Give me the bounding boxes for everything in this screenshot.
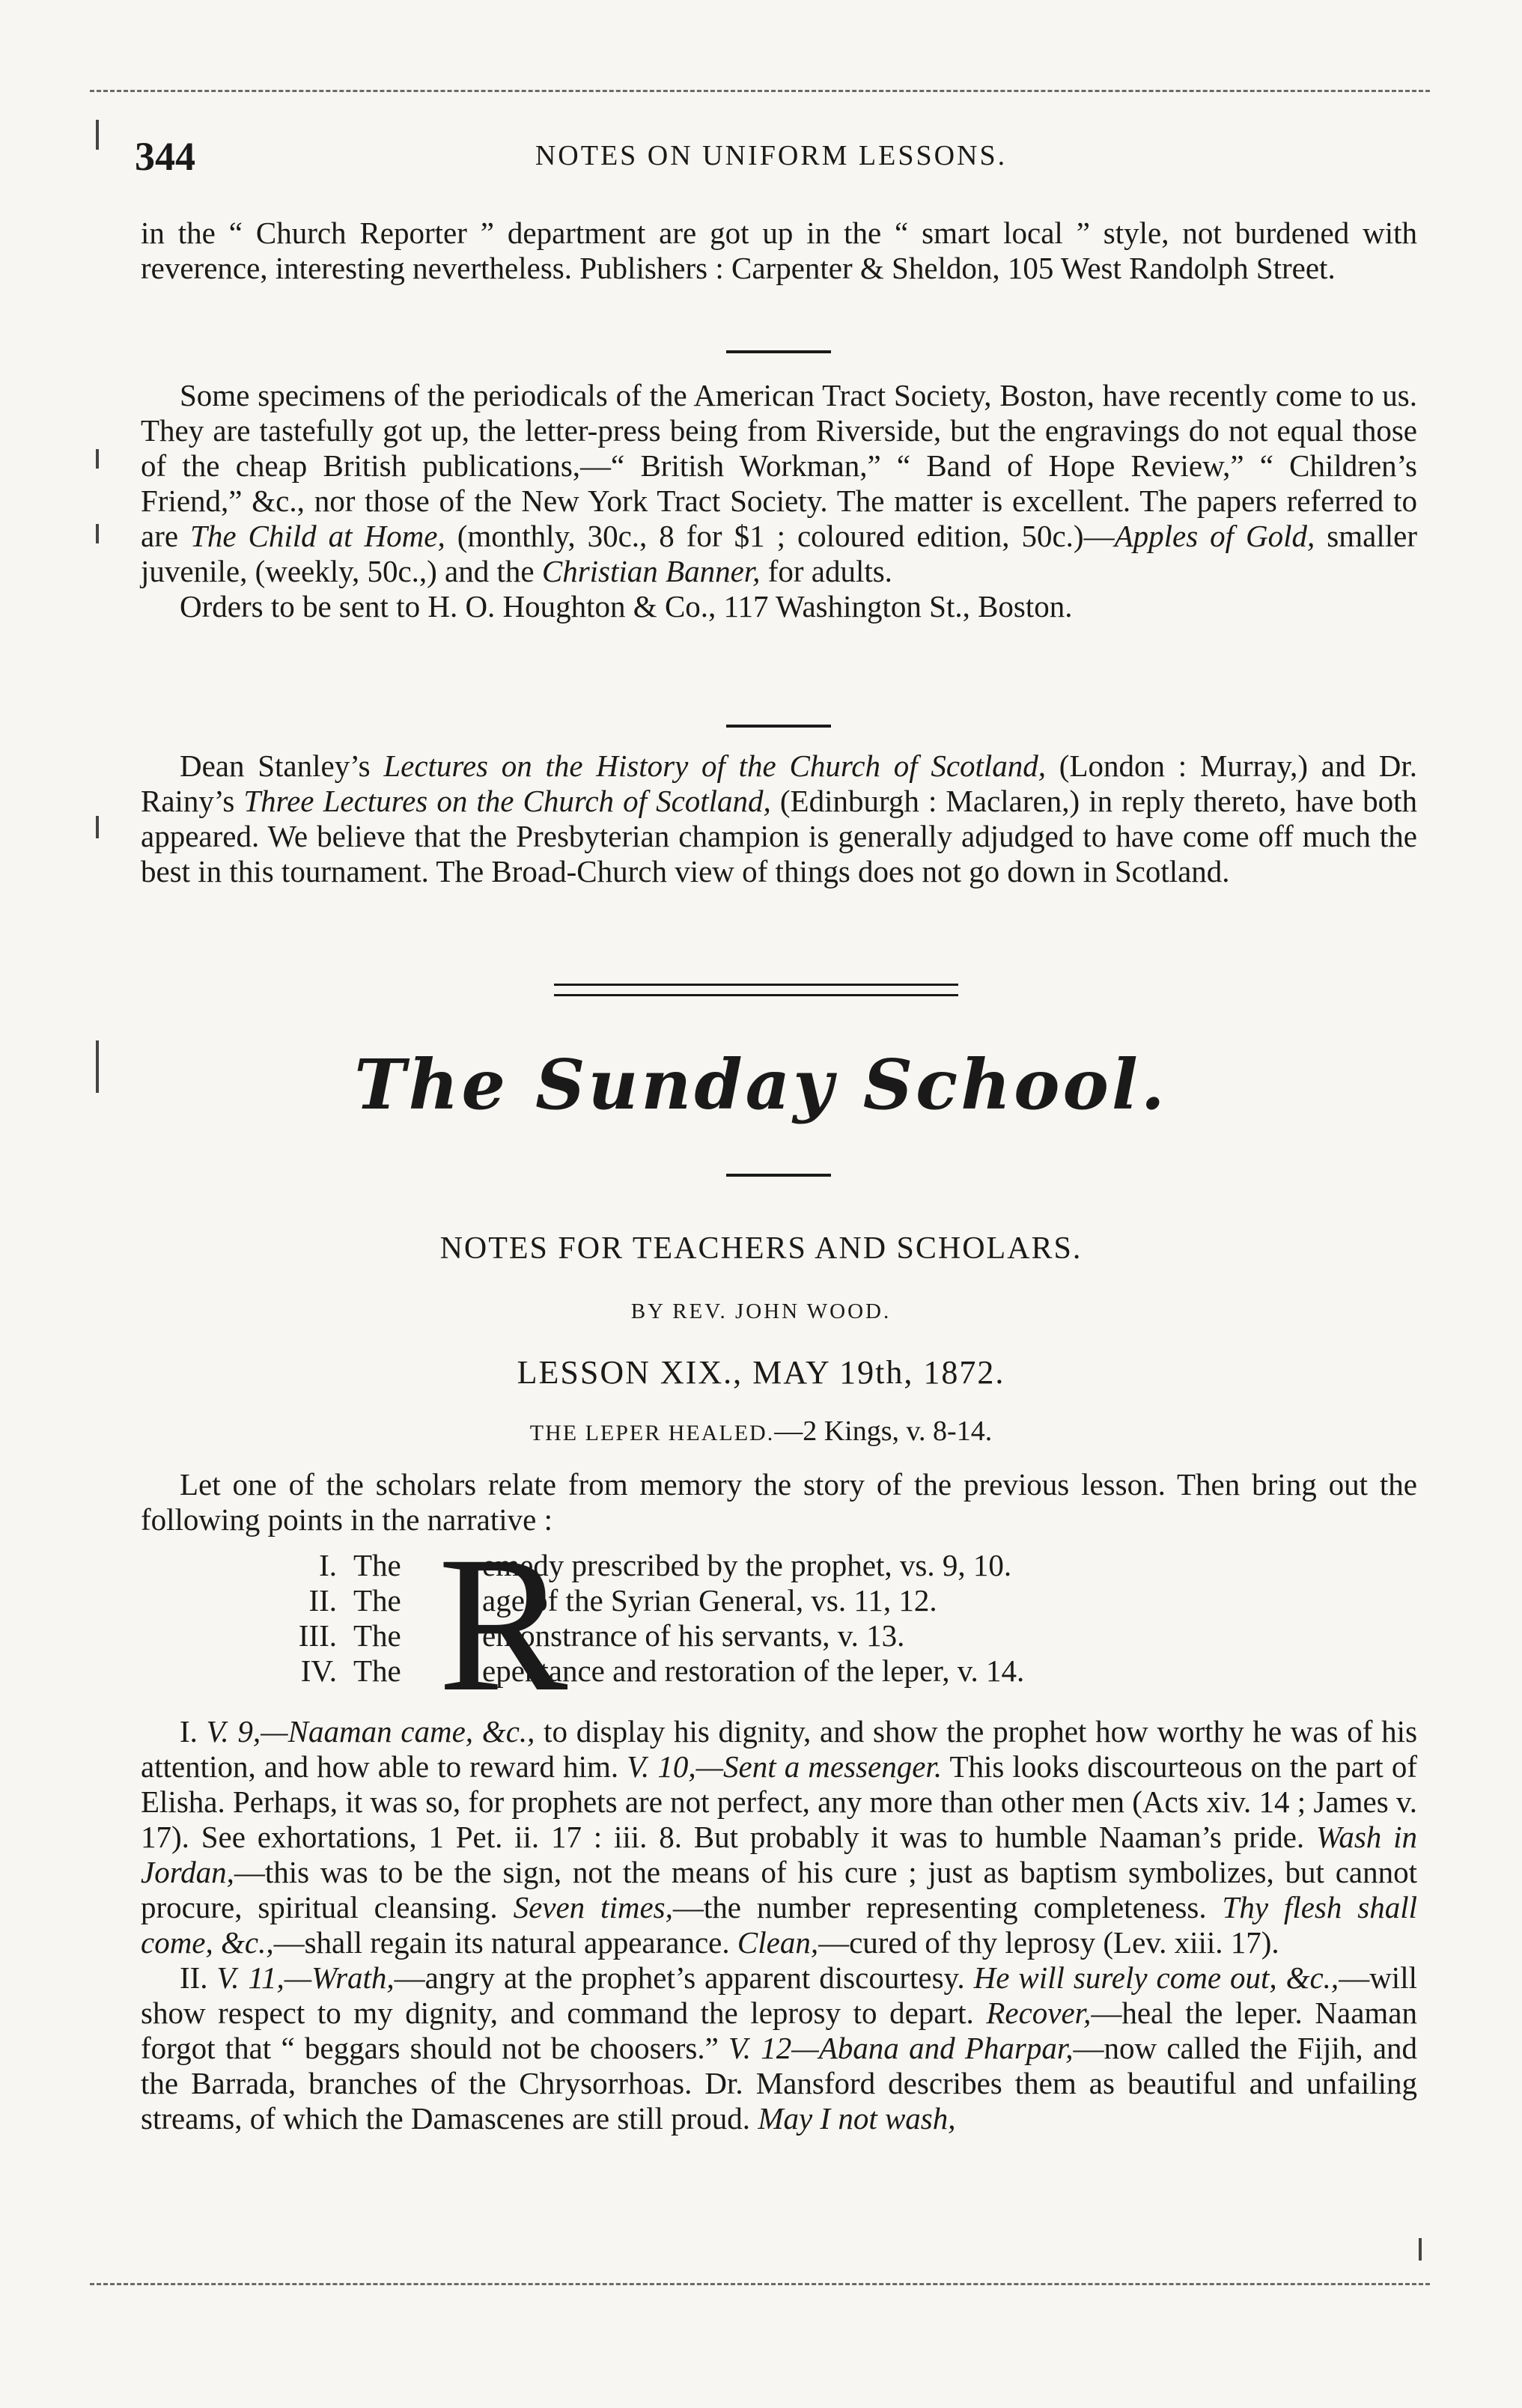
double-rule-upper <box>554 984 958 986</box>
outline-item: II. The age of the Syrian General, vs. 11, 12. <box>308 1583 937 1618</box>
note-paragraph-1: I. V. 9,—Naaman came, &c., to display his dignity, and show the prophet how worthy he was of his attention, and how able to reward him. V. 10,—Sent a messenger. This looks discourteous on the part of Elisha. Perhaps, it was so, for prophets are not perfect, any more than other men (Acts xiv. 14 ; James v. 17). See exhortations, 1 Pet. ii. 17 : iii. 8. But probably it was to humble Naaman’s pride. Wash in Jordan,—this was to be the sign, not the means of his cure ; just as baptism symbolizes, but cannot procure, spiritual cleansing. Seven times,—the number representing completeness. Thy flesh shall come, &c.,—shall regain its natural appearance. Clean,—cured of thy leprosy (Lev. xiii. 17). <box>141 1714 1418 1960</box>
running-head: NOTES ON UNIFORM LESSONS. <box>535 140 1008 171</box>
double-rule-lower <box>554 994 958 996</box>
note-paragraph-2: II. V. 11,—Wrath,—angry at the prophet’s apparent discourtesy. He will surely come out, &c.,—will show respect to my dignity, and command the leprosy to depart. Recover,—heal the leper. Naaman forgot that “ beggars should not be choosers.” V. 12—Abana and Pharpar,—now called the Fijih, and the Barrada, branches of the Chrysorrhoas. Dr. Mansford describes them as beautiful and unfailing streams, of which the Damascenes are still proud. May I not wash, <box>141 1960 1418 2136</box>
paragraph-tract-society <box>141 378 1417 624</box>
section-heading: The Sunday School. <box>354 1044 1168 1125</box>
margin-mark <box>96 120 99 150</box>
lesson-subject: THE LEPER HEALED.—2 Kings, v. 8-14. <box>529 1415 993 1447</box>
margin-mark <box>96 524 99 543</box>
margin-mark <box>96 816 99 838</box>
top-edge-rule <box>90 90 1430 92</box>
drop-cap: R <box>438 1517 568 1732</box>
paragraph-text: in the “ Church Reporter ” department are got up in the “ smart local ” style, not burdened with reverence, interesting nevertheless. Publishers : Carpenter & Sheldon, 105 West Randolph Street. <box>141 216 1417 285</box>
lesson-title: LESSON XIX., MAY 19th, 1872. <box>517 1354 1005 1391</box>
margin-mark <box>1419 2238 1422 2261</box>
paragraph-dean-stanley <box>141 749 1417 889</box>
section-divider <box>726 725 831 728</box>
page-header <box>135 133 1407 178</box>
byline: BY REV. JOHN WOOD. <box>630 1299 892 1323</box>
paragraph-text: Let one of the scholars relate from memory the story of the previous lesson. Then bring out the following points in the narrative : <box>141 1467 1417 1537</box>
lesson-intro <box>141 1467 1417 1537</box>
paragraph-text: Dean Stanley’s Lectures on the History of the Church of Scotland, (London : Murray,) and Dr. Rainy’s Three Lectures on the Church of Scotland, (Edinburgh : Maclaren,) in reply thereto, have both appeared. We believe that the Presbyterian champion is generally adjudged to have come off much the best in this tournament. The Broad-Church view of things does not go down in Scotland. <box>141 749 1417 888</box>
outline-item: III. The emonstrance of his servants, v. 13. <box>298 1618 905 1653</box>
notes-title: NOTES FOR TEACHERS AND SCHOLARS. <box>439 1231 1083 1266</box>
outline-item: I. The emedy prescribed by the prophet, vs. 9, 10. <box>319 1548 1012 1582</box>
section-divider <box>726 350 831 353</box>
page-number: 344 <box>135 134 195 179</box>
paragraph-text: Some specimens of the periodicals of the American Tract Society, Boston, have recently come to us. They are tastefully got up, the letter-press being from Riverside, but the engravings do not equal those of the cheap British publications,—“ British Workman,” “ Band of Hope Review,” “ Children’s Friend,” &c., nor those of the New York Tract Society. The matter is excellent. The papers referred to are The Child at Home, (monthly, 30c., 8 for $1 ; coloured edition, 50c.)—Apples of Gold, smaller juvenile, (weekly, 50c.,) and the Christian Banner, for adults. <box>141 378 1417 588</box>
margin-mark <box>96 449 99 469</box>
lesson-notes <box>141 1714 1417 2136</box>
outline-item: IV. The epentance and restoration of the leper, v. 14. <box>300 1653 1025 1688</box>
paragraph-church-reporter <box>141 216 1417 286</box>
paragraph-text: Orders to be sent to H. O. Houghton & Co., 117 Washington St., Boston. <box>180 589 1073 624</box>
lesson-outline <box>270 1517 1348 1732</box>
heading-divider <box>726 1174 831 1177</box>
bottom-edge-rule <box>90 2283 1430 2285</box>
